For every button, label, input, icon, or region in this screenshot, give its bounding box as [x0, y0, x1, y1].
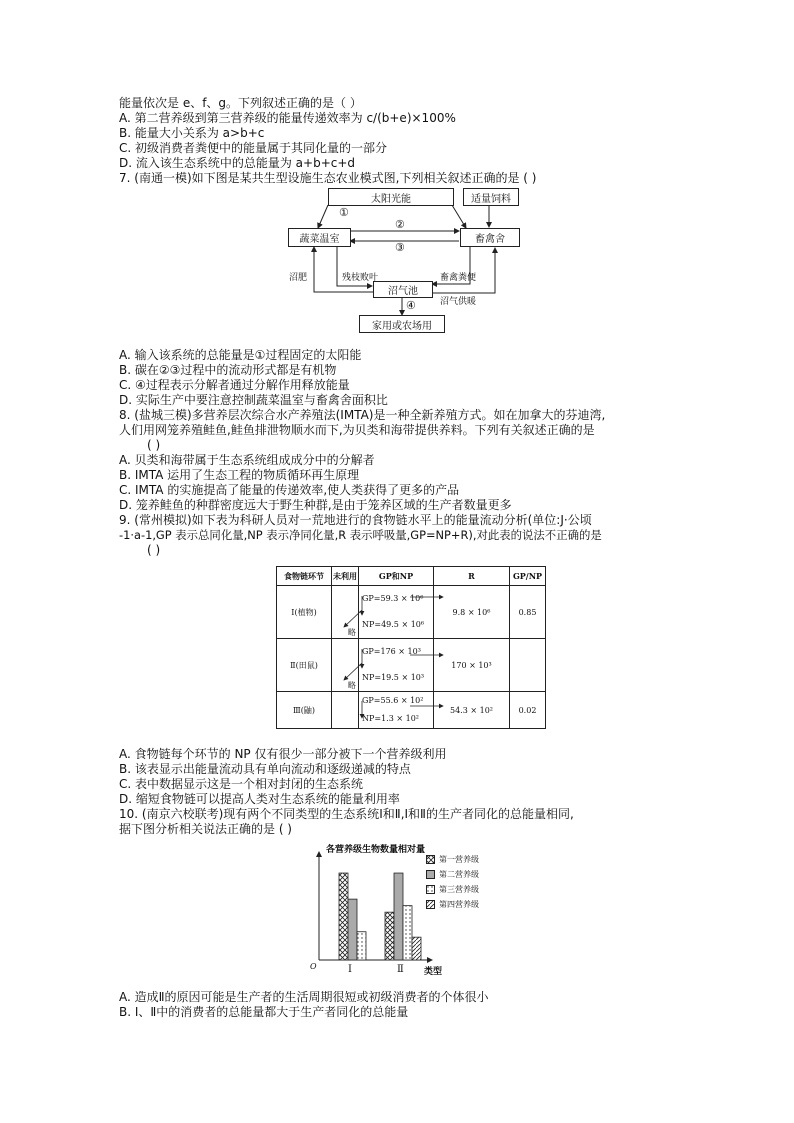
q9-option-c[interactable]: C. 表中数据显示这是一个相对封闭的生态系统 — [119, 777, 364, 791]
origin-label: O — [310, 962, 317, 971]
omit-cell: 略 — [332, 639, 359, 692]
bar-2-series-4 — [412, 937, 421, 960]
legend-item — [426, 854, 479, 865]
manure-label: 畜禽粪便 — [440, 273, 477, 283]
th-gpnp: GP和NP — [359, 567, 434, 586]
leaves-label: 残枝败叶 — [342, 273, 379, 283]
th-level: 食物链环节 — [277, 567, 332, 586]
label-4: ④ — [406, 299, 416, 312]
q8-option-b[interactable]: B. IMTA 运用了生态工程的物质循环再生原理 — [119, 468, 360, 482]
q9-stem-2: -1·a-1,GP 表示总同化量,NP 表示净同化量,R 表示呼吸量,GP=NP+R),对此表的说法不正确的是 — [119, 528, 602, 542]
gp-value: GP=55.6 × 10² — [362, 696, 424, 705]
r-cell: 170 × 10³ — [434, 639, 510, 692]
option-a[interactable]: A. 第二营养级到第三营养级的能量传递效率为 c/(b+e)×100% — [119, 111, 456, 125]
gp-value: GP=176 × 10³ — [362, 647, 421, 656]
q9-stem-1: 9. (常州模拟)如下表为科研人员对一荒地进行的食物链水平上的能量流动分析(单位:J·公顷 — [119, 513, 592, 527]
legend-label-1: 第一营养级 — [439, 855, 479, 864]
bar-2-series-3 — [403, 906, 412, 960]
legend-swatch-2 — [426, 870, 435, 879]
feed-box: 适量饲料 — [463, 188, 519, 206]
legend-item — [426, 884, 479, 895]
level-cell: Ⅱ(田鼠) — [277, 639, 332, 692]
option-d[interactable]: D. 流入该生态系统中的总能量为 a+b+c+d — [119, 156, 356, 170]
option-c[interactable]: C. 初级消费者粪便中的能量属于其同化量的一部分 — [119, 141, 388, 155]
np-value: NP=19.5 × 10³ — [362, 673, 425, 682]
q9-option-a[interactable]: A. 食物链每个环节的 NP 仅有很少一部分被下一个营养级利用 — [119, 747, 447, 761]
label-1: ① — [339, 206, 349, 219]
legend-swatch-3 — [426, 885, 435, 894]
q7-option-b[interactable]: B. 碳在②③过程中的流动形式都是有机物 — [119, 363, 337, 377]
q10-option-b[interactable]: B. Ⅰ、Ⅱ中的消费者的总能量都大于生产者同化的总能量 — [119, 1005, 409, 1019]
q7-option-d[interactable]: D. 实际生产中要注意控制蔬菜温室与畜禽舍面积比 — [119, 393, 388, 407]
gp-value: GP=59.3 × 10⁶ — [362, 594, 424, 603]
category-label-1: Ⅰ — [348, 964, 352, 975]
heating-label: 沼气供暖 — [440, 297, 477, 307]
level-cell: Ⅲ(鼬) — [277, 692, 332, 729]
q8-stem-3: ( ) — [147, 438, 161, 452]
fertilizer-label: 沼肥 — [289, 273, 308, 283]
option-b[interactable]: B. 能量大小关系为 a>b+c — [119, 126, 265, 140]
legend-label-3: 第三营养级 — [439, 885, 479, 894]
x-axis-label: 类型 — [424, 967, 443, 977]
greenhouse-box: 蔬菜温室 — [288, 228, 351, 247]
level-cell: Ⅰ(植物) — [277, 586, 332, 639]
chart-title: 各营养级生物数量相对量 — [326, 845, 426, 855]
th-unused: 未利用 — [332, 567, 359, 586]
legend-label-2: 第二营养级 — [439, 870, 479, 879]
label-3: ③ — [395, 241, 405, 254]
legend-swatch-1 — [426, 855, 435, 864]
home-box: 家用或农场用 — [359, 315, 445, 333]
q7-option-a[interactable]: A. 输入该系统的总能量是①过程固定的太阳能 — [119, 348, 362, 362]
r-cell: 54.3 × 10² — [434, 692, 510, 729]
q8-option-d[interactable]: D. 笼养鲑鱼的种群密度远大于野生种群,是由于笼养区域的生产者数量更多 — [119, 498, 512, 512]
label-2: ② — [395, 218, 405, 231]
sun-box: 太阳光能 — [328, 188, 454, 206]
omit-cell: 略 — [332, 586, 359, 639]
legend-swatch-4 — [426, 900, 435, 909]
q8-stem-1: 8. (盐城三模)多营养层次综合水产养殖法(IMTA)是一种全新养殖方式。如在加拿大的芬迪湾, — [119, 408, 606, 422]
bar-1-series-2 — [348, 899, 357, 960]
np-value: NP=1.3 × 10² — [362, 714, 419, 723]
ratio-cell: 0.02 — [510, 692, 546, 729]
legend-label-4: 第四营养级 — [439, 900, 479, 909]
ratio-cell: 0.85 — [510, 586, 546, 639]
bar-2-series-1 — [385, 912, 394, 960]
category-label-2: Ⅱ — [397, 964, 404, 975]
q8-option-c[interactable]: C. IMTA 的实施提高了能量的传递效率,使人类获得了更多的产品 — [119, 483, 460, 497]
q7-option-c[interactable]: C. ④过程表示分解者通过分解作用释放能量 — [119, 378, 350, 392]
legend-item — [426, 899, 479, 910]
q8-stem-2: 人们用网笼养殖鲑鱼,鲑鱼排泄物顺水而下,为贝类和海带提供养料。下列有关叙述正确的是 — [119, 423, 595, 437]
bar-1-series-1 — [339, 873, 348, 960]
legend-item — [426, 869, 479, 880]
q10-stem-1: 10. (南京六校联考)现有两个不同类型的生态系统Ⅰ和Ⅱ,Ⅰ和Ⅱ的生产者同化的总能量相同, — [119, 807, 574, 821]
th-ratio: GP/NP — [510, 567, 546, 586]
q10-option-a[interactable]: A. 造成Ⅱ的原因可能是生产者的生活周期很短或初级消费者的个体很小 — [119, 990, 489, 1004]
bar-1-series-3 — [357, 932, 366, 960]
q8-option-a[interactable]: A. 贝类和海带属于生态系统组成成分中的分解者 — [119, 453, 375, 467]
q10-stem-2: 据下图分析相关说法正确的是 ( ) — [119, 822, 292, 836]
q9-stem-3: ( ) — [147, 543, 161, 557]
intro-line: 能量依次是 e、f、g。下列叙述正确的是（ ） — [119, 96, 362, 110]
r-cell: 9.8 × 10⁶ — [434, 586, 510, 639]
q9-option-d[interactable]: D. 缩短食物链可以提高人类对生态系统的能量利用率 — [119, 792, 400, 806]
np-value: NP=49.5 × 10⁶ — [362, 620, 425, 629]
bar-2-series-2 — [394, 873, 403, 960]
q9-option-b[interactable]: B. 该表显示出能量流动具有单向流动和逐级递减的特点 — [119, 762, 411, 776]
q7-stem: 7. (南通一模)如下图是某共生型设施生态农业模式图,下列相关叙述正确的是 ( ) — [119, 171, 537, 185]
th-r: R — [434, 567, 510, 586]
barn-box: 畜禽舍 — [460, 228, 520, 247]
biogas-box: 沼气池 — [373, 281, 433, 298]
